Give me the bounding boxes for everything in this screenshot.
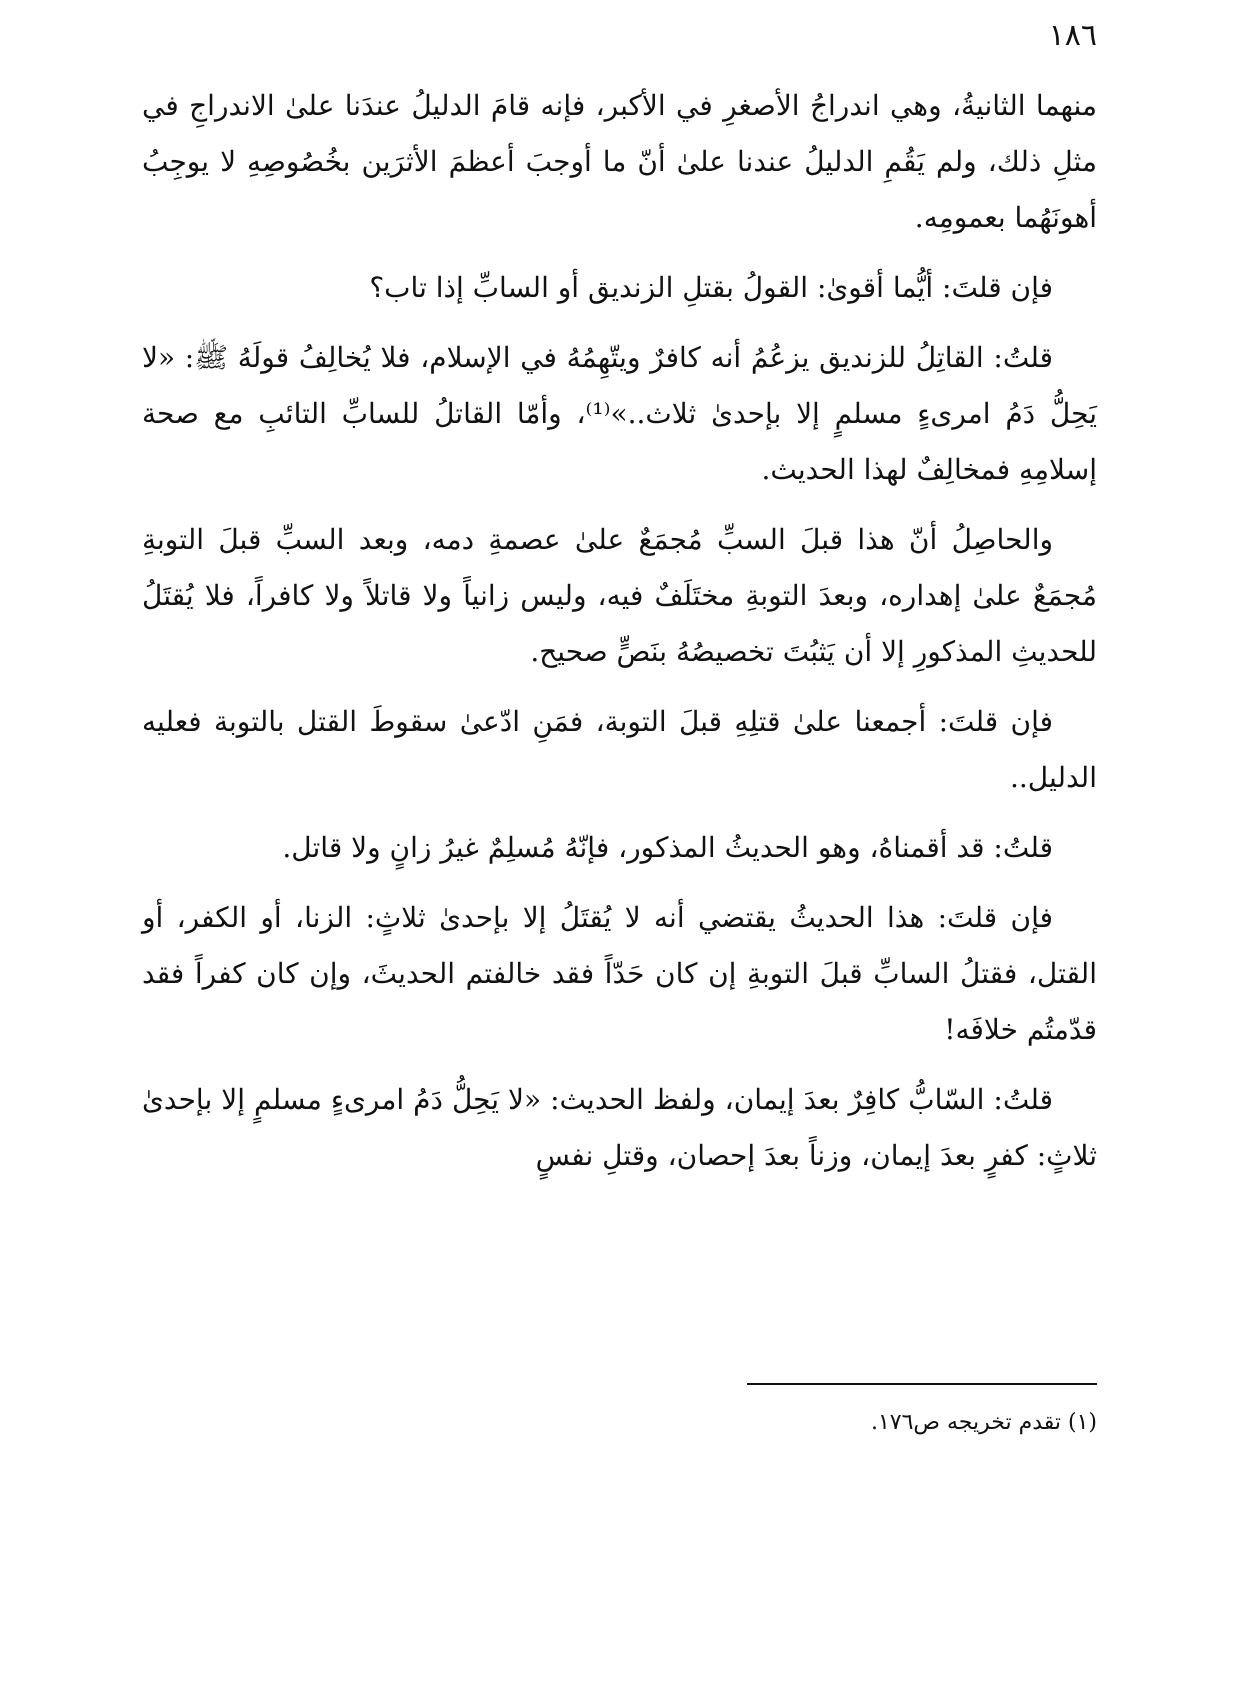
page-number: ١٨٦ bbox=[1048, 18, 1097, 53]
footnote-divider bbox=[747, 1383, 1097, 1385]
paragraph: منهما الثانيةُ، وهي اندراجُ الأصغرِ في الأكبر، فإنه قامَ الدليلُ عندَنا علىٰ الاندراجِ في مثلِ ذلك، ولم يَقُمِ الدليلُ عندنا علىٰ أنّ ما أوجبَ أعظمَ الأثرَين بخُصُوصِهِ لا يوجِبُ أهونَهُما بعمومِه. bbox=[142, 89, 1097, 234]
paragraph: فإن قلتَ: أيُّما أقوىٰ: القولُ بقتلِ الزنديق أو السابِّ إذا تاب؟ bbox=[369, 271, 1053, 304]
paragraph: فإن قلتَ: أجمعنا علىٰ قتلِهِ قبلَ التوبة، فمَنِ ادّعىٰ سقوطَ القتل بالتوبة فعليه الدليل.. bbox=[142, 705, 1097, 794]
paragraph: قلتُ: قد أقمناهُ، وهو الحديثُ المذكور، فإنّهُ مُسلِمٌ غيرُ زانٍ ولا قاتل. bbox=[282, 831, 1053, 864]
main-text bbox=[142, 78, 1097, 1198]
paragraph: قلتُ: القاتِلُ للزنديق يزعُمُ أنه كافرٌ ويتّهِمُهُ في الإسلام، فلا يُخالِفُ قولَهُ ﷺ: «لا يَحِلُّ دَمُ امرىءٍ مسلمٍ إلا بإحدىٰ ثلاث..»⁽¹⁾، وأمّا القاتلُ للسابِّ التائبِ مع صحة إسلامِهِ فمخالِفٌ لهذا الحديث. bbox=[142, 341, 1097, 486]
paragraph: والحاصِلُ أنّ هذا قبلَ السبِّ مُجمَعٌ علىٰ عصمةِ دمه، وبعد السبِّ قبلَ التوبةِ مُجمَعٌ علىٰ إهداره، وبعدَ التوبةِ مختَلَفٌ فيه، وليس زانياً ولا قاتلاً ولا كافراً، فلا يُقتَلُ للحديثِ المذكورِ إلا أن يَثبُتَ تخصيصُهُ بنَصٍّ صحيح. bbox=[142, 523, 1097, 668]
paragraph: فإن قلتَ: هذا الحديثُ يقتضي أنه لا يُقتَلُ إلا بإحدىٰ ثلاثٍ: الزنا، أو الكفر، أو القتل، فقتلُ السابِّ قبلَ التوبةِ إن كان حَدّاً فقد خالفتم الحديثَ، وإن كان كفراً فقد قدّمتُم خلافَه! bbox=[142, 901, 1097, 1046]
paragraph: قلتُ: السّابُّ كافِرٌ بعدَ إيمان، ولفظ الحديث: «لا يَحِلُّ دَمُ امرىءٍ مسلمٍ إلا بإحدىٰ ثلاثٍ: كفرٍ بعدَ إيمان، وزناً بعدَ إحصان، وقتلِ نفسٍ bbox=[142, 1083, 1097, 1172]
footnote: (١) تقدم تخريجه ص١٧٦. bbox=[870, 1410, 1097, 1435]
